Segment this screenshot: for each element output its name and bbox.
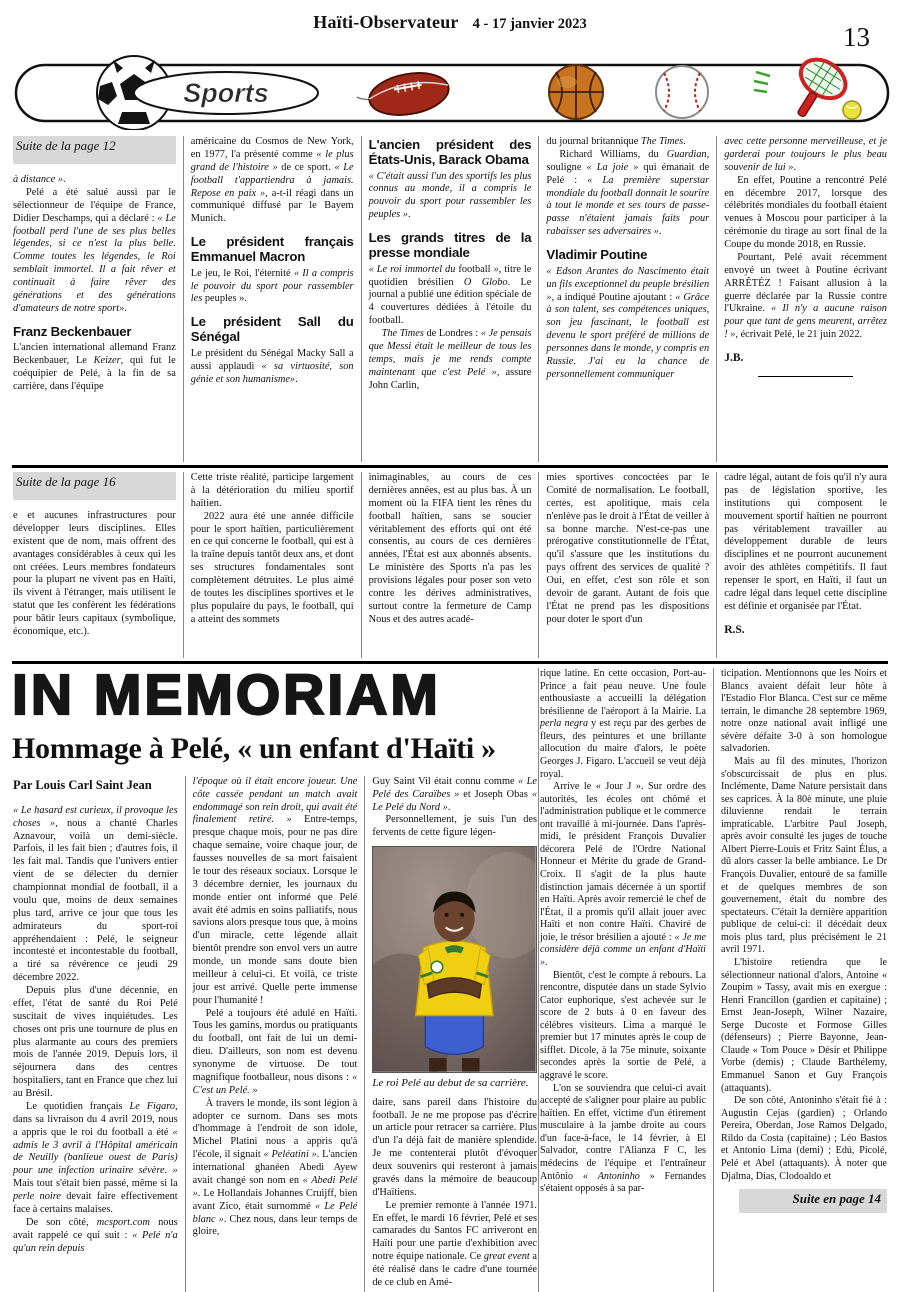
baseball-icon [656, 66, 708, 118]
basketball-icon [549, 65, 603, 119]
subsection-heading: Le président Sall du Sénégal [190, 314, 354, 345]
page-header [12, 8, 888, 52]
article-paragraph: « C'était aussi l'un des sportifs les plus connus au monde, il a compris le pouvoir du sport pour rassembler les peuples ». [368, 170, 532, 221]
article-paragraph: Pelé a toujours été adulé en Haïti. Tous les gamins, mordus ou pratiquants du football, ont fait de lui un demi-dieu. D'ailleurs, son nom est devenu synonyme de virtuose. De tout magnifique footballeur, nous disons : « C'est un Pelé. » [192, 1007, 358, 1096]
article-paragraph: mies sportives concoctées par le Comité de normalisation. Le football, certes, est apolitique, mais cela n'enlève pas le droit à l'État de veiller à sa bonne marche. N'est-ce-pas une prérogative constitutionnelle de l'État, qu'il s'assure que les institutions du pays offrent des services de qualité ? Oui, en effet, c'est son rôle et son devoir de garant. Autant de fois que l'État ne prend pas les dispositions pour doter le sport d'un [546, 472, 710, 625]
article-column [12, 776, 185, 1292]
article-paragraph: à distance ». [13, 174, 66, 185]
article-paragraph: Le jeu, le Roi, l'éternité « Il a compris le pouvoir du sport pour rassembler les peuples ». [190, 267, 354, 305]
tributes-article [12, 136, 888, 462]
pele-photo [372, 846, 537, 1090]
subsection-heading: Le président français Emmanuel Macron [190, 234, 354, 264]
article-column [12, 136, 183, 462]
memoriam-headline: Hommage à Pelé, « un enfant d'Haïti » [12, 731, 496, 765]
sports-banner-label-plate [134, 72, 318, 114]
article-column [361, 136, 539, 462]
article-column [183, 472, 361, 658]
article-paragraph: L'histoire retiendra que le sélectionneur national d'alors, Antoine « Zoupim » Tassy, avait mis en exergue : Henri Francillon (gardien et capitaine) ; Ernst Jean-Joseph, Wilner Nazaire, Serge Ducoste et Formose Gilles (défenseurs) ; Pierre Bayonne, Jean-Claude « Tom Pouce » Désir et Philippe Vorbe (demis) ; Claude Barthélemy, Emmanuel Sanon et Guy François (attaquants). [721, 956, 887, 1094]
memoriam-article [12, 663, 888, 1292]
article-column [12, 472, 183, 658]
article-paragraph: « Le roi immortel du football », titre le quotidien brésilien O Globo. Le journal a publié une édition spéciale de 4 couvertures dédiées à l'étoile du football. [368, 263, 532, 327]
article-paragraph: Le président du Sénégal Macky Sall a aussi applaudi « sa virtuosité, son génie et son humanisme». [190, 347, 354, 385]
page-number: 13 [843, 22, 870, 52]
article-paragraph: Personnellement, je suis l'un des fervents de cette figure légen- [372, 814, 538, 839]
sports-banner-label: Sports [183, 78, 269, 108]
article-paragraph: 2022 aura été une année difficile pour le sport haïtien, particulièrement en ce qui concerne le football, qui est à la traîne depuis tantôt deux ans, et dont ses structures fondamentales sont complètement détruites. Le plus aimé de toutes les disciplines sportives et le plus populaire du pays, le football, qui a atteint des sommets [190, 510, 354, 625]
article-paragraph: américaine du Cosmos de New York, en 1977, l'a présenté comme « le plus grand de l'histoire » de ce sport. « Le football t'appartiendra à jamais. Repose en paix », a-t-il réagi dans un communiqué diffusé par le Bayem Munich. [190, 136, 354, 225]
article-column [716, 472, 888, 658]
article-column [538, 136, 716, 462]
article-paragraph: À travers le monde, ils sont légion à adopter ce surnom. Dans ses mots d'hommage à l'endroit de son idole, Michel Platini nous a appris qu'à l'école, il signait « Peléatini ». L'ancien international ghanéen Abedi Ayew avait changé son nom en « Abedi Pelé ». Le Hollandais Johannes Cruijff, bien avant Zico, était surnommé « Le Pelé blanc ». Chez nous, dans leur temps de gloire, [192, 1097, 358, 1238]
article-paragraph: avec cette personne merveilleuse, et je garderai pour toujours le plus beau souvenir de lui ». [724, 136, 887, 173]
article-column [713, 668, 888, 1292]
article-paragraph: du journal britannique The Times. [546, 136, 686, 147]
article-column [539, 668, 713, 1292]
article-column [538, 472, 716, 658]
article-paragraph: The Times de Londres : « Je pensais que Messi était le meilleur de tous les temps, mais je me rends compte maintenant que c'est Pelé », assure John Carlin, [368, 328, 532, 391]
continuation-to-page-14: Suite en page 14 [739, 1189, 887, 1213]
article-paragraph: Bientôt, c'est le compte à rebours. La rencontre, disputée dans un stade Sylvio Cator euphorique, s'est achevée sur le score de 2 buts à 0 en faveur des célèbres visiteurs. Lima a marqué le premier but 17 minutes après le coup de sifflet. Dicole, à la 75e minute, soixante secondes après la sortie de Pelé, a aggravé le score. [540, 969, 706, 1081]
article-paragraph: Mais au fil des minutes, l'horizon s'obscurcissait de plus en plus. Inclémente, Dame Nature persistait dans ses caprices. À la 80è minute, une pluie diluvienne rendait le terrain impraticable. L'arbitre Paul Joseph, après avoir consulté les juges de touche Albert Pierre-Louis et Fritz Saint Élus, a dû alors casser la belle ambiance. Le Dr François Duvalier, entouré de sa famille et de quelques membres de son gouvernement, était du nombre des spectateurs. C'était la dernière apparition publique de celui-ci: il décédait deux mois plus tard, plus précisément le 21 avril 1971. [721, 755, 887, 956]
in-memoriam-title: IN MEMORIAM [12, 663, 441, 727]
subsection-heading: L'ancien président des États-Unis, Barack Obama [368, 137, 532, 167]
article-paragraph: Pelé a été salué aussi par le sélectionneur de l'équipe de France, Didier Deschamps, qui a déclaré : « Le football perd l'une de ses plus belles légendes, si ce n'est la plus belle. Comme toutes les légendes, le Roi semblait immortel. Il a fait rêver et continuait à faire rêver des générations et des générations d'amateurs de notre sport». [13, 186, 176, 314]
article-paragraph: cadre légal, autant de fois qu'il n'y aura pas de législation sportive, les institutions qui composent le mouvement sportif haïtien ne pourront pas véritablement travailler au développement durable de leurs disciplines et ne pourront aucunement avoir des athlètes compétitifs. Il faut repenser le sport, en Haïti, il faut un cadre légal dans lequel cette discipline est définie et organisée par l'État. [724, 472, 887, 612]
article-column [361, 472, 539, 658]
article-paragraph: Le premier remonte à l'année 1971. En effet, le mardi 16 février, Pelé et ses camarades du Santos FC arriveront en Haïti pour une partie d'exhibition avec notre équipe nationale. Ce great event a été réalisé dans le cadre d'une tournée de ce club en Amé- [372, 1199, 538, 1288]
article-paragraph: De son côté, mcsport.com nous avait rappelé ce qui suit : « Pelé n'a qu'un rein depuis [13, 1216, 178, 1254]
article-column [716, 136, 888, 462]
article-paragraph: l'époque où il était encore joueur. Une côte cassée pendant un match avait endommagé son rein droit, qui avait été finalement retiré. » Entre-temps, presque chaque mois, pour ne pas dire chaque semaine, voire chaque jour, de fausses nouvelles de sa mort faisaient le tour des réseaux sociaux. Lorsque le 3 décembre dernier, les journaux du monde entier ont informé que Pelé avait été admis en soins palliatifs, nous savions alors presque tous que, à moins d'un miracle, cette légende allait bientôt prendre son envol vers un autre monde, un monde sans doute bien meilleur à celui-ci. Et voilà, ce triste jour est arrivé. Quelle perte immense pour l'humanité ! [192, 775, 358, 1006]
article-paragraph: daire, sans pareil dans l'histoire du football. Je ne me propose pas d'écrire un article pour retracer sa carrière. Plus d'un l'a déjà fait de manière splendide. Je me contenterai plutôt d'évoquer deux souvenirs qui resteront à jamais gravés dans la mémoire de beaucoup d'Haïtiens. [372, 1096, 538, 1198]
subsection-heading: Vladimir Poutine [546, 247, 648, 262]
article-paragraph: Arrive le « Jour J ». Sur ordre des autorités, les écoles ont chômé et l'administration publique et le commerce ont travaillé à mi-journée. Dans l'après-midi, le président François Duvalier décorera Pelé de l'Ordre National Honneur et Mérite du grade de Grand-Croix. Il s'agit de la plus haute distinction jamais décernée à un sportif en Haïti. Après avoir remercié le chef de l'État, il a promis qu'il allait jouer avec Haïti et non contre Haïti. Chaviré de joie, le trésor brésilien a ajouté : « Je me considère déjà comme un enfant d'Haïti ». [540, 781, 706, 968]
article-paragraph: inimaginables, au cours de ces dernières années, est au plus bas. À un moment où la FIFA tient les rênes du football haïtien, sans se soucier véritablement des efforts qui ont été consentis, au cours de ces dernières années, l'État est aux abonnés absents. Le ministère des Sports n'a pas les provisions légales pour poser son veto contre les dérives administratives, surtout contre la fermeture de Camp Nous et des autres acadé- [368, 472, 532, 625]
continuation-from-page-12: Suite de la page 12 [13, 136, 176, 164]
author-initials: J.B. [724, 352, 744, 364]
article-paragraph: L'ancien international allemand Franz Beckenbauer, Le Keizer, qui fut le coéquipier de Pelé, à la fin de sa carrière, dans l'équipe [13, 342, 176, 393]
article-paragraph: rique latine. En cette occasion, Port-au-Prince a fait peau neuve. Une foule enthousiaste a accueilli la délégation brésilienne de l'aéroport à la Mairie. La perla negra y est reçu par des gerbes de fleurs, des peintures et une brillante allocution du maire d'alors, le poète Georges J. Figaro. L'accueil se veut déjà royal. [540, 668, 706, 780]
subsection-heading: Les grands titres de la presse mondiale [368, 230, 532, 260]
article-paragraph: ticipation. Mentionnons que les Noirs et Blancs avaient défait leur hôte à l'Estadio Flor Blanca. C'est sur ce même terrain, le dimanche 28 septembre 1969, notre onze national avait infligé une sévère défaite 3-0 à son homologue salvadorien. [721, 668, 887, 755]
article-paragraph: « Le hasard est curieux, il provoque les choses », nous a chanté Charles Aznavour, voilà un demi-siècle. Parfois, il les fait bien ; d'autres fois, il les fait mal. Tandis que l'univers entier vient de se délecter du dernier championnat mondial de football, il a voulu que, moins de deux semaines plus tard, arrive ce jour que tous les admirateurs du sport-roi appréhendaient : Pelé, le seigneur incontesté et incontestable du football, a tiré sa révérence ce jeudi 29 décembre 2022. [13, 804, 178, 984]
subsection-heading: Franz Beckenbauer [13, 323, 132, 339]
section-divider [12, 465, 888, 468]
article-paragraph: L'on se souviendra que celui-ci avait accepté de s'aligner pour plaire au public haïtien. En effet, victime d'un étirement musculaire à la jambe droite au cours d'un face-à-face, le 14 février, à El Salvador, contre l'Alianza F C, les médecins de l'équipe et l'entraîneur Antônio « Antoninho » Fernandes s'étaient opposés à sa par- [540, 1082, 706, 1195]
article-paragraph: Richard Williams, du Guardian, souligne « La joie » qui émanait de Pelé : « La première superstar mondiale du football donnait le sourire à tout le monde et ses tours de passe-passe n'étaient jamais faits pour rabaisser ses adversaires ». [546, 148, 710, 238]
byline: Par Louis Carl Saint Jean [13, 777, 152, 792]
author-initials: R.S. [724, 623, 745, 636]
continuation-from-page-16: Suite de la page 16 [13, 472, 176, 500]
article-column [183, 136, 361, 462]
article-end-rule [758, 376, 853, 377]
article-paragraph: Cette triste réalité, participe largement à la détérioration du milieu sportif haïtien. [190, 472, 354, 509]
sports-banner [14, 54, 886, 130]
sport-state-article [12, 472, 888, 658]
issue-date: 4 - 17 janvier 2023 [472, 16, 587, 32]
pele-photo-image [372, 846, 537, 1073]
article-column [364, 776, 538, 1292]
article-paragraph: Guy Saint Vil était connu comme « Le Pelé des Caraïbes » et Joseph Obas « Le Pelé du Nord ». [372, 775, 538, 813]
article-paragraph: Pourtant, Pelé avait récemment envoyé un tweet à Poutine écrivant ARRÊTÉZ ! Faisant allusion à la guerre déclarée par la Russie contre l'Ukraine. « Il n'y a aucune raison pour que tant de gens meurent, arrêtez ! », écrivait Pelé, le 21 juin 2022. [724, 251, 887, 341]
masthead: Haïti-Observateur [313, 12, 459, 32]
article-column [185, 776, 365, 1292]
article-paragraph: Depuis plus d'une décennie, en effet, l'état de santé du Roi Pelé suscitait de vives inquiétudes. Les choses ont pris une tournure de plus en plus alarmante au cours des premiers mois de l'année 2019. Depuis lors, il séjournera dans des centres hospitaliers, tant en France que chez lui au Brésil. [13, 985, 178, 1100]
photo-caption: Le roi Pelé au debut de sa carrière. [372, 1076, 529, 1089]
article-paragraph: « Edson Arantes do Nascimento était un fils exceptionnel du peuple brésilien », a indiqué Poutine ajoutant : « Grâce à son talent, ses compétences uniques, son jeu fascinant, le football est devenu le sport préféré de millions de personnes dans le monde, y compris en Russie. J'ai eu la chance de personnellement communiquer [546, 265, 710, 380]
article-paragraph: e et aucunes infrastructures pour développer leurs disciplines. Elles existent que de nom, mais offrent des avantages considérables à ceux qui les ont créées. Leurs membres fondateurs pour la plupart ne vivent pas en Haïti, ils vivent à l'étranger, mais utilisent le statut que les confèrent les fédérations pour bâtir leurs capitaux (symbolique, économique, etc.). [13, 510, 176, 637]
article-paragraph: De son côté, Antoninho s'était fié à : Augustin Cejas (gardien) ; Orlando Pereira, Oberdan, Jose Ramos Delgado, Rildo da Costa (capitaine) ; Léo Bastos et Antonio Lima (demi) ; Edú, Picolé, Pelé et Abel (attaquants). À noter que Djalma, Dias, Clodoaldo et [721, 1095, 887, 1182]
article-paragraph: En effet, Poutine a rencontré Pelé en décembre 2017, lorsque des célébrités mondiales du football étaient venues à Moscou pour participer à la cérémonie du tirage au sort final de la Coupe du monde 2018, en Russie. [724, 174, 887, 250]
article-paragraph: Le quotidien français Le Figaro, dans sa livraison du 4 avril 2019, nous a appris que le roi du football a été « admis le 3 avril à l'Hôpital américain de Neuilly (banlieue ouest de Paris) pour une infection urinaire sévère. » Mais tout s'était bien passé, même si la perle noire devait faire effectivement face à certains malaises. [13, 1100, 178, 1215]
